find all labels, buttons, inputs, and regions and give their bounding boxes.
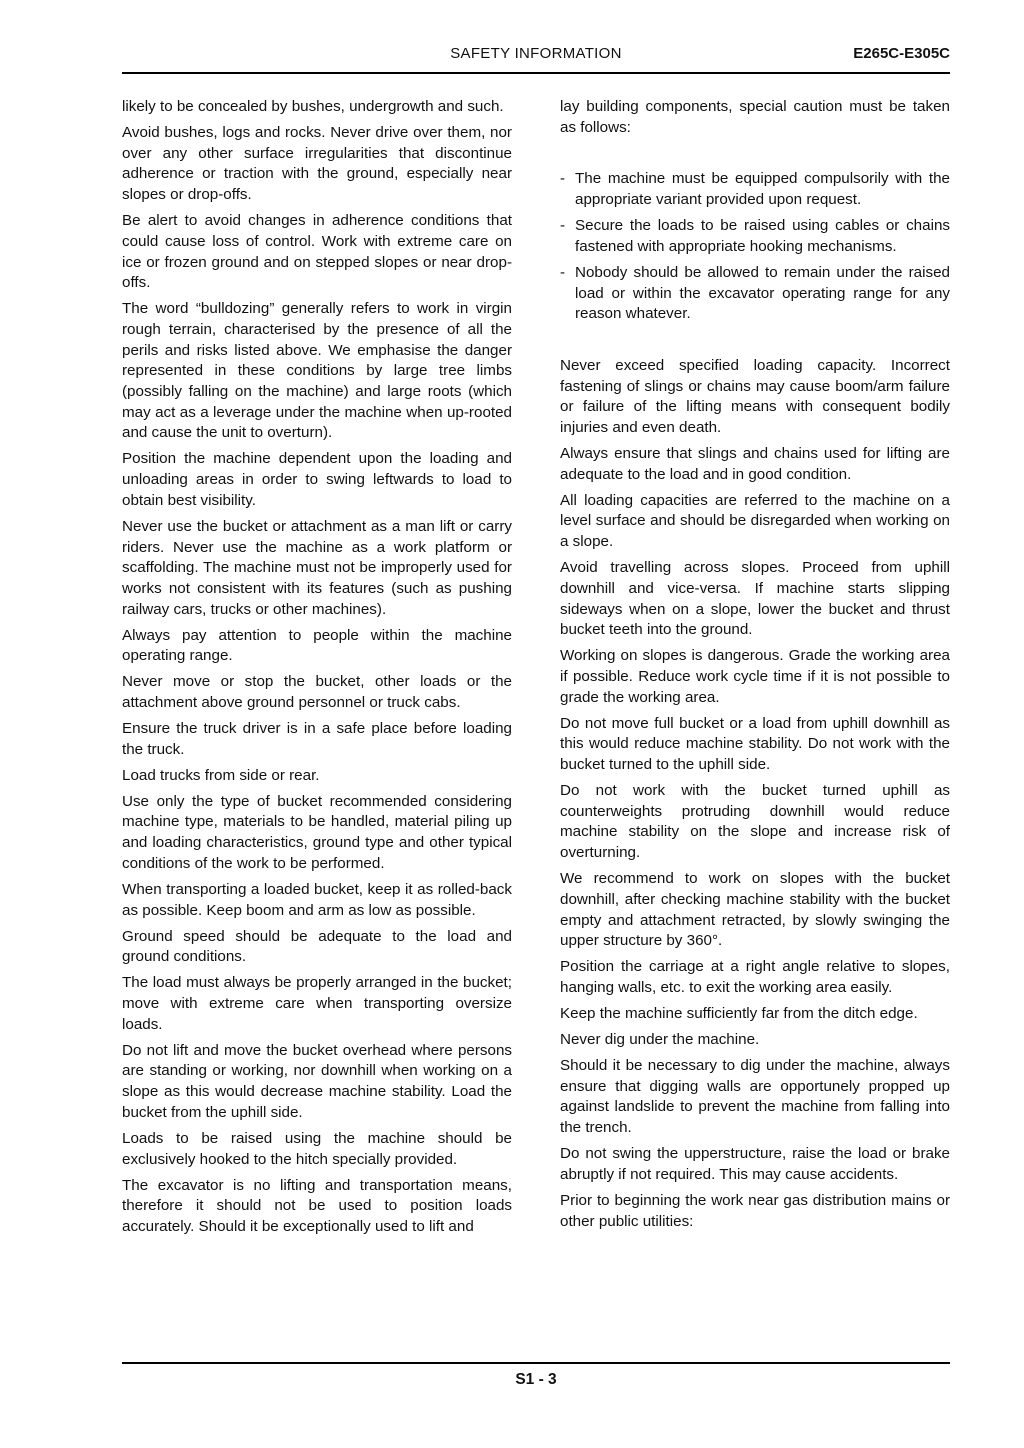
paragraph: Be alert to avoid changes in adherence conditions that could cause loss of control. Work with extreme care on ice or frozen ground and on stepped slopes or near drop-offs. bbox=[122, 212, 512, 292]
list-item-text: Secure the loads to be raised using cables or chains fastened with appropriate hooking mechanisms. bbox=[575, 217, 950, 255]
paragraph: We recommend to work on slopes with the bucket downhill, after checking machine stability with the bucket empty and attachment retracted, by slowly swinging the upper structure by 360°. bbox=[560, 870, 950, 950]
list-marker: - bbox=[560, 263, 566, 281]
list-item-text: The machine must be equipped compulsorily with the appropriate variant provided upon request. bbox=[575, 170, 950, 209]
paragraph: Do not lift and move the bucket overhead where persons are standing or working, nor downhill when working on a slope as this would decrease machine stability. Load the bucket from the uphill side. bbox=[122, 1041, 512, 1121]
paragraph: Avoid travelling across slopes. Proceed from uphill downhill and vice-versa. If machine starts slipping sideways when on a slope, lower the bucket and thrust bucket teeth into the ground. bbox=[560, 559, 950, 639]
list-item bbox=[560, 169, 950, 210]
paragraph: Should it be necessary to dig under the machine, always ensure that digging walls are opportunely propped up against landslide to prevent the machine from falling into the trench. bbox=[560, 1056, 950, 1137]
left-column bbox=[122, 97, 512, 1243]
paragraph: Prior to beginning the work near gas distribution mains or other public utilities: bbox=[560, 1191, 950, 1230]
page-number: S1 - 3 bbox=[515, 1371, 557, 1388]
paragraph: likely to be concealed by bushes, undergrowth and such. bbox=[122, 98, 504, 115]
paragraph: All loading capacities are referred to the machine on a level surface and should be disregarded when working on a slope. bbox=[560, 491, 950, 551]
list-item bbox=[560, 216, 950, 257]
list-item-text: Nobody should be allowed to remain under the raised load or within the excavator operating range for any reason whatever. bbox=[575, 263, 950, 323]
paragraph: The word “bulldozing” generally refers to work in virgin rough terrain, characterised by the presence of all the perils and risks listed above. We emphasise the danger represented in these conditions by large tree limbs (possibly falling on the machine) and large roots (which may act as a leverage under the machine when up-rooted and cause the unit to overturn). bbox=[122, 300, 512, 442]
right-column bbox=[560, 97, 950, 1238]
paragraph: The excavator is no lifting and transportation means, therefore it should not be used to position loads accurately. Should it be exceptionally used to lift and bbox=[122, 1176, 512, 1235]
page-header bbox=[122, 44, 950, 66]
header-title: SAFETY INFORMATION bbox=[450, 45, 622, 62]
paragraph: Never dig under the machine. bbox=[560, 1030, 760, 1048]
paragraph: The load must always be properly arranged in the bucket; move with extreme care when transporting oversize loads. bbox=[122, 974, 512, 1033]
paragraph: Always ensure that slings and chains used for lifting are adequate to the load and in good condition. bbox=[560, 445, 950, 483]
intro-paragraph: lay building components, special caution must be taken as follows: bbox=[560, 98, 950, 136]
paragraph: Ground speed should be adequate to the load and ground conditions. bbox=[122, 927, 512, 966]
paragraph: Ensure the truck driver is in a safe place before loading the truck. bbox=[122, 720, 512, 758]
paragraph: Always pay attention to people within the machine operating range. bbox=[122, 626, 512, 665]
paragraph: Never use the bucket or attachment as a man lift or carry riders. Never use the machine as a work platform or scaffolding. The machine must not be improperly used for works not consistent with its features (such as pushing railway cars, trucks or other machines). bbox=[122, 517, 512, 618]
paragraph: Loads to be raised using the machine should be exclusively hooked to the hitch specially provided. bbox=[122, 1129, 512, 1168]
footer-divider bbox=[122, 1362, 950, 1364]
paragraph: Avoid bushes, logs and rocks. Never drive over them, nor over any other surface irregularities that discontinue adherence or traction with the ground, especially near slopes or drop-offs. bbox=[122, 124, 512, 204]
paragraph: Position the carriage at a right angle relative to slopes, hanging walls, etc. to exit the working area easily. bbox=[560, 958, 950, 996]
paragraph: Position the machine dependent upon the loading and unloading areas in order to swing leftwards to load to obtain best visibility. bbox=[122, 450, 512, 509]
paragraph: Never move or stop the bucket, other loads or the attachment above ground personnel or truck cabs. bbox=[122, 673, 512, 712]
header-divider bbox=[122, 72, 950, 74]
paragraph: Do not move full bucket or a load from uphill downhill as this would reduce machine stability. Do not work with the bucket turned to the uphill side. bbox=[560, 714, 950, 774]
list-item bbox=[560, 263, 950, 325]
list-marker: - bbox=[560, 217, 566, 235]
paragraph: Never exceed specified loading capacity. Incorrect fastening of slings or chains may cause boom/arm failure or failure of the lifting means with consequent bodily injuries and even death. bbox=[560, 356, 950, 437]
paragraph: When transporting a loaded bucket, keep it as rolled-back as possible. Keep boom and arm as low as possible. bbox=[122, 880, 512, 919]
list-marker: - bbox=[560, 170, 566, 188]
paragraph: Do not swing the upperstructure, raise the load or brake abruptly if not required. This may cause accidents. bbox=[560, 1145, 950, 1183]
paragraph: Load trucks from side or rear. bbox=[122, 766, 320, 784]
paragraph: Do not work with the bucket turned uphill as counterweights protruding downhill would reduce machine stability on the slope and increase risk of overturning. bbox=[560, 782, 950, 862]
paragraph: Working on slopes is dangerous. Grade the working area if possible. Reduce work cycle time if it is not possible to grade the working area. bbox=[560, 647, 950, 706]
precaution-list bbox=[560, 169, 950, 325]
paragraph: Keep the machine sufficiently far from the ditch edge. bbox=[560, 1004, 918, 1022]
paragraph: Use only the type of bucket recommended considering machine type, materials to be handled, material piling up and loading characteristics, ground type and other typical conditions of the work to be performed. bbox=[122, 792, 512, 872]
header-model: E265C-E305C bbox=[853, 45, 950, 62]
